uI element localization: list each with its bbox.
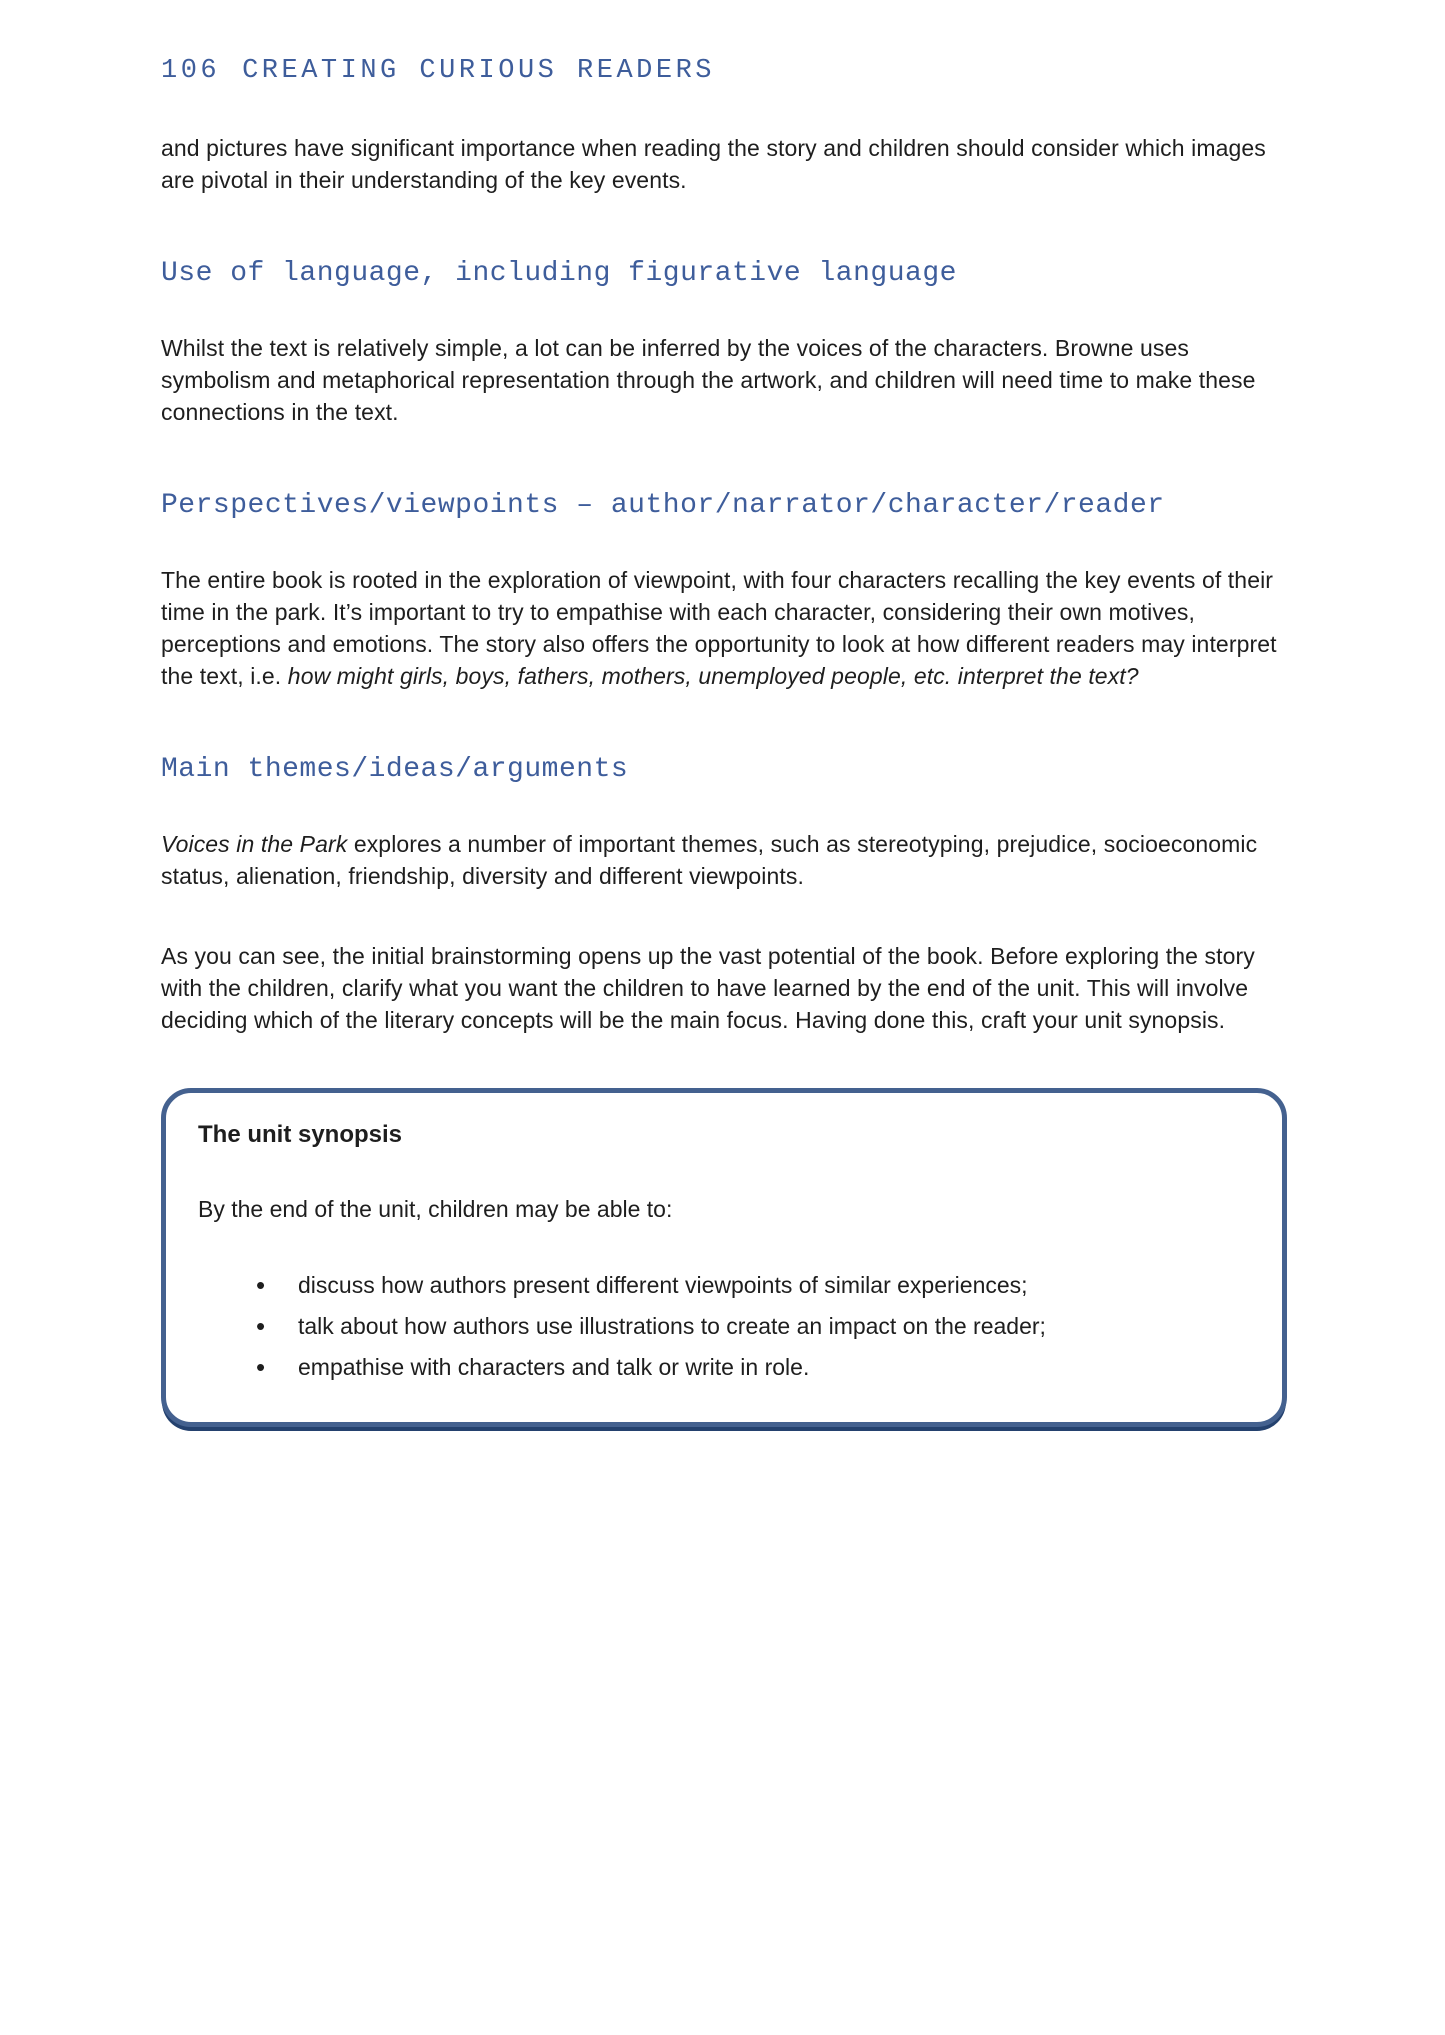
paragraph-themes bbox=[161, 828, 1287, 892]
paragraph-brainstorming: As you can see, the initial brainstorming opens up the vast potential of the book. Before exploring the story with the children, clarify what you want the children to have learned by the end of the unit. This will involve deciding which of the literary concepts will be the main focus. Having done this, craft your unit synopsis. bbox=[161, 943, 1255, 1033]
paragraph-themes-rest: explores a number of important themes, such as stereotyping, prejudice, socioeconomic status, alienation, friendship, diversity and different viewpoints. bbox=[161, 831, 1258, 889]
running-title: CREATING CURIOUS READERS bbox=[242, 56, 715, 86]
book-title-italic: Voices in the Park bbox=[161, 831, 348, 857]
heading-main-themes: Main themes/ideas/arguments bbox=[161, 754, 629, 785]
page-number: 106 bbox=[161, 56, 221, 86]
paragraph-viewpoint-normal: The entire book is rooted in the exploration of viewpoint, with four characters recalling the key events of their time in the park. It’s important to try to empathise with each character, considering their own motives, perceptions and emotions. The story also offers the opportunity to look at how different readers may interpret the text, i.e. bbox=[161, 567, 1277, 689]
synopsis-bullet-item: • talk about how authors use illustrations to create an impact on the reader; bbox=[256, 1306, 1238, 1347]
running-head bbox=[161, 56, 1287, 86]
heading-use-of-language: Use of language, including figurative language bbox=[161, 258, 957, 289]
heading-perspectives: Perspectives/viewpoints – author/narrator/character/reader bbox=[161, 490, 1165, 521]
paragraph-viewpoint-italic: how might girls, boys, fathers, mothers, unemployed people, etc. interpret the text? bbox=[287, 663, 1139, 689]
synopsis-box-intro: By the end of the unit, children may be able to: bbox=[198, 1196, 673, 1222]
paragraph-viewpoint bbox=[161, 564, 1287, 692]
unit-synopsis-box bbox=[161, 1088, 1287, 1427]
synopsis-bullet-item: • empathise with characters and talk or write in role. bbox=[256, 1347, 1238, 1388]
synopsis-box-title: The unit synopsis bbox=[198, 1121, 403, 1148]
paragraph-pictures: and pictures have significant importance when reading the story and children should consider which images are pivotal in their understanding of the key events. bbox=[161, 135, 1266, 193]
paragraph-language: Whilst the text is relatively simple, a lot can be inferred by the voices of the characters. Browne uses symbolism and metaphorical representation through the artwork, and children will need time to make these connections in the text. bbox=[161, 335, 1256, 425]
synopsis-bullet-item: • discuss how authors present different viewpoints of similar experiences; bbox=[256, 1265, 1238, 1306]
synopsis-bullet-list bbox=[256, 1265, 1238, 1388]
